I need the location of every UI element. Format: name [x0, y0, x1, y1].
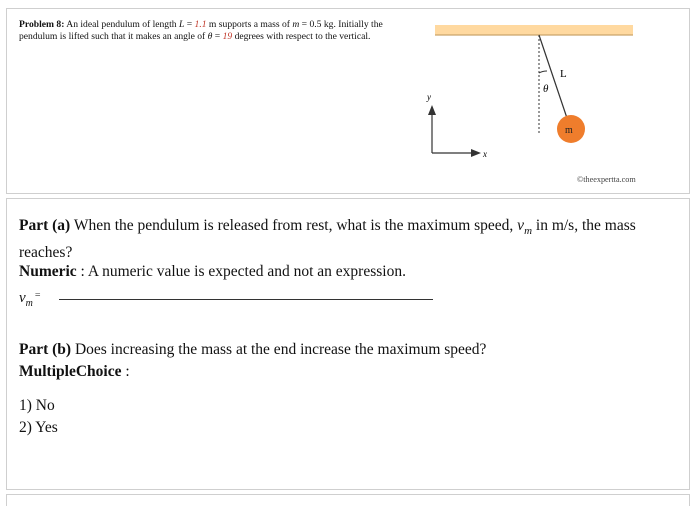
questions-panel [6, 198, 690, 490]
part-a-text-2: in m/s, the mass reaches? [19, 217, 636, 262]
numeric-label: Numeric [19, 263, 77, 280]
next-panel-edge [6, 494, 690, 506]
vm-equals: = [34, 290, 41, 301]
part-a-label: Part (a) [19, 217, 71, 234]
part-a-text-1: When the pendulum is released from rest, what is the maximum speed, [70, 217, 518, 234]
numeric-text: : A numeric value is expected and not an expression. [76, 263, 406, 280]
mass-symbol: m [292, 19, 300, 30]
length-value: 1.1 [194, 19, 207, 30]
pendulum-string [539, 35, 570, 127]
y-axis-arrow [428, 105, 436, 115]
part-b-label: Part (b) [19, 341, 72, 358]
problem-text-1: An ideal pendulum of length [64, 19, 179, 30]
mass-label: m [565, 125, 573, 136]
vm-label [19, 290, 33, 309]
equals-1: = [184, 19, 195, 30]
x-axis-label: x [483, 149, 487, 159]
vm-answer-row [19, 285, 449, 315]
angle-label: θ [543, 83, 549, 95]
part-a-var: v [517, 217, 525, 234]
problem-text-3: = 0.5 kg. Initially the pendulum is lifted such that it makes an angle of [19, 19, 383, 43]
copyright-credit: ©theexpertta.com [577, 175, 636, 184]
equals-2: = [212, 31, 223, 43]
option-no[interactable]: 1) No [19, 397, 55, 414]
vm-label-v: v [19, 290, 26, 306]
mc-sep: : [121, 363, 130, 380]
part-b-question [19, 339, 679, 361]
theta-symbol: θ [207, 31, 213, 43]
problem-text-4: degrees with respect to the vertical. [232, 31, 371, 43]
length-label: L [560, 68, 567, 80]
vm-answer-input[interactable] [59, 299, 433, 300]
ceiling [435, 25, 633, 35]
x-axis-arrow [471, 149, 481, 157]
multiple-choice-hint [19, 361, 679, 383]
angle-value: 19 [222, 31, 233, 43]
problem-text-2: m supports a mass of [206, 19, 293, 30]
part-a-question [19, 215, 679, 264]
length-symbol: L [178, 19, 185, 30]
option-yes[interactable]: 2) Yes [19, 419, 58, 436]
pendulum-figure [7, 9, 691, 195]
y-axis-label: y [427, 92, 431, 102]
problem-panel [6, 8, 690, 194]
numeric-hint [19, 261, 679, 283]
mc-label: MultipleChoice [19, 363, 122, 380]
problem-label: Problem 8: [19, 19, 65, 30]
vm-label-sub: m [25, 298, 33, 309]
part-b-text: Does increasing the mass at the end increase the maximum speed? [71, 341, 487, 358]
angle-arc [539, 71, 547, 73]
part-a-sub: m [524, 225, 533, 238]
